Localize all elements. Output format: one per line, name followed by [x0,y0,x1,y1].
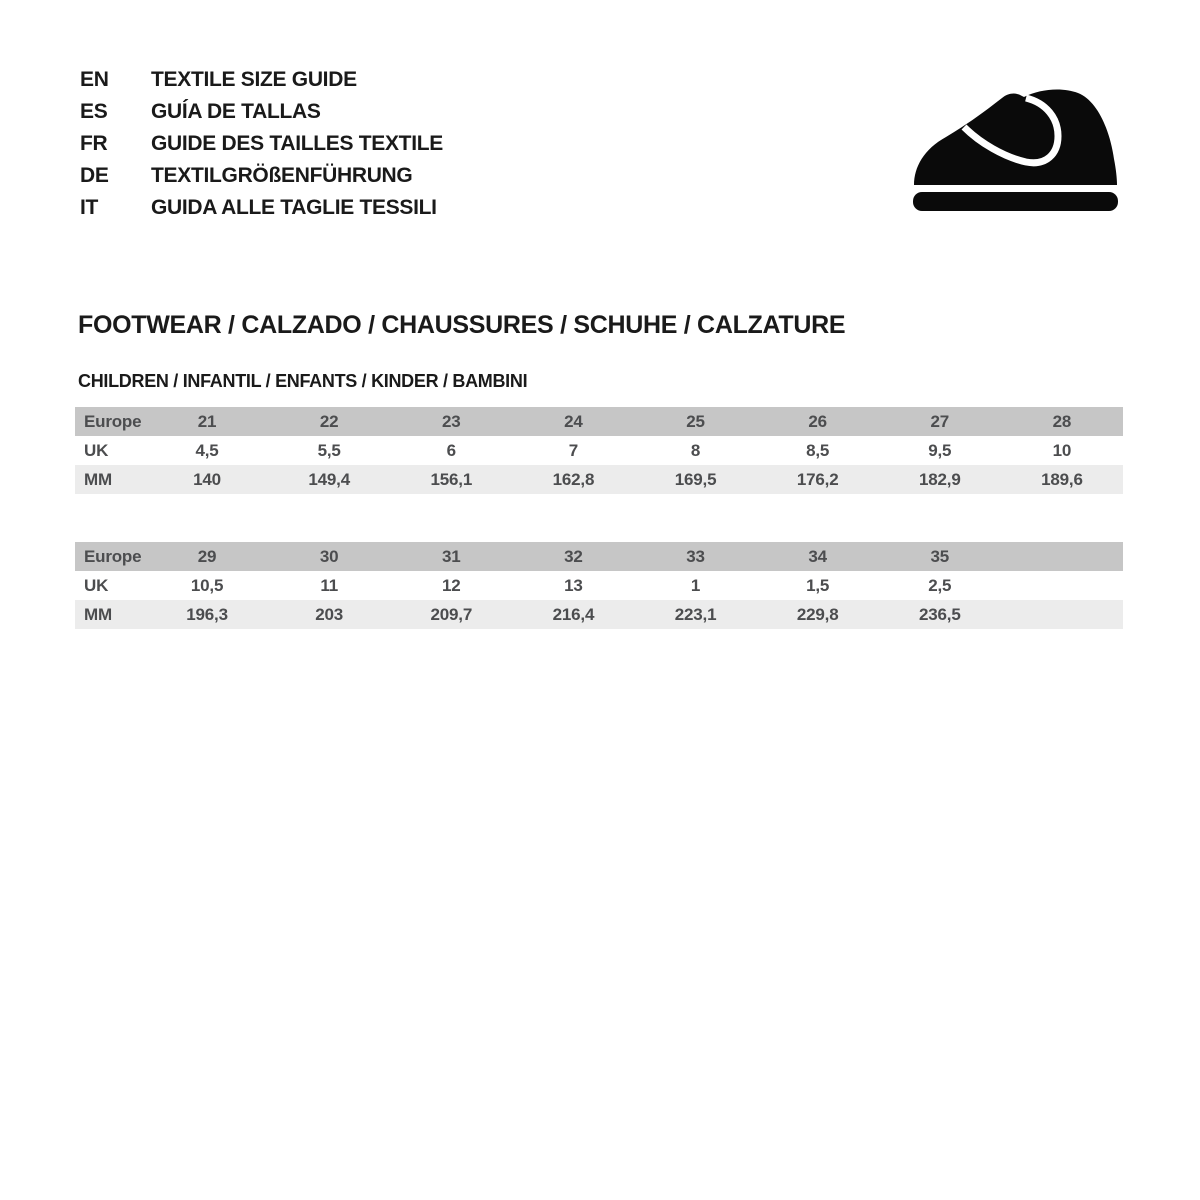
size-cell: 9,5 [928,440,952,460]
size-cell: 28 [1052,411,1072,431]
size-cell: 209,7 [430,604,473,624]
size-cell: 34 [808,546,827,566]
size-cell: 2,5 [928,575,952,595]
size-cell: 189,6 [1041,469,1083,489]
size-cell: 8 [690,440,701,460]
table-row-europe [75,542,1123,571]
language-code: FR [80,132,108,155]
language-code: IT [80,196,99,219]
size-cell: 24 [564,411,583,431]
section-subtitle: CHILDREN / INFANTIL / ENFANTS / KINDER / BAMBINI [78,371,528,391]
language-code: DE [80,164,109,187]
size-cell: 4,5 [195,440,219,460]
language-row-es [80,96,443,128]
size-cell: 1,5 [806,575,830,595]
size-cell: 11 [320,575,338,595]
language-label: TEXTILE SIZE GUIDE [151,68,357,91]
row-label: Europe [84,411,142,431]
language-label: GUIDA ALLE TAGLIE TESSILI [151,196,437,219]
children-shoe-icon-svg [912,87,1124,211]
size-cell: 10 [1052,440,1072,460]
size-cell: 182,9 [919,469,961,489]
size-cell: 26 [808,411,827,431]
size-cell: 27 [930,411,950,431]
size-cell: 6 [446,440,456,460]
size-cell: 32 [564,546,583,566]
size-cell: 236,5 [919,604,961,624]
size-cell: 21 [197,411,217,431]
row-label: MM [84,469,112,489]
language-row-it [80,192,443,224]
size-cell: 30 [319,546,339,566]
table-row-europe [75,407,1123,436]
language-code: ES [80,100,108,123]
size-cell: 203 [315,604,344,624]
size-cell: 8,5 [806,440,830,460]
table-row-uk [75,436,1123,465]
size-table-21-28 [75,407,1123,494]
size-cell: 156,1 [430,469,473,489]
size-cell: 25 [686,411,705,431]
size-cell: 31 [442,546,461,566]
language-row-en [80,64,443,96]
row-label: Europe [84,546,142,566]
language-row-fr [80,128,443,160]
size-cell: 169,5 [674,469,717,489]
language-list [80,64,443,224]
language-label: TEXTILGRÖßENFÜHRUNG [151,164,413,187]
size-cell: 149,4 [308,469,350,489]
language-code: EN [80,68,109,91]
size-cell: 223,1 [674,604,717,624]
children-shoe-icon [912,87,1124,211]
size-cell: 33 [686,546,705,566]
table-row-mm [75,465,1123,494]
size-cell: 196,3 [186,604,228,624]
size-cell: 22 [319,411,339,431]
row-label: UK [84,575,109,595]
size-cell: 229,8 [796,604,839,624]
size-cell: 12 [442,575,461,595]
row-label: UK [84,440,109,460]
size-cell: 1 [690,575,701,595]
table-row-uk [75,571,1123,600]
size-cell: 35 [930,546,950,566]
size-cell: 216,4 [552,604,595,624]
size-cell: 140 [193,469,221,489]
size-cell: 29 [197,546,217,566]
size-cell: 5,5 [317,440,341,460]
table-row-mm [75,600,1123,629]
language-row-de [80,160,443,192]
section-title: FOOTWEAR / CALZADO / CHAUSSURES / SCHUHE / CALZATURE [78,311,846,339]
language-label: GUIDE DES TAILLES TEXTILE [151,132,443,155]
language-label: GUÍA DE TALLAS [151,100,321,123]
size-cell: 7 [568,440,579,460]
size-cell: 23 [442,411,461,431]
size-table-29-35 [75,542,1123,629]
size-cell: 176,2 [796,469,839,489]
row-label: MM [84,604,112,624]
size-cell: 162,8 [552,469,595,489]
size-cell: 10,5 [190,575,224,595]
size-cell: 13 [564,575,583,595]
